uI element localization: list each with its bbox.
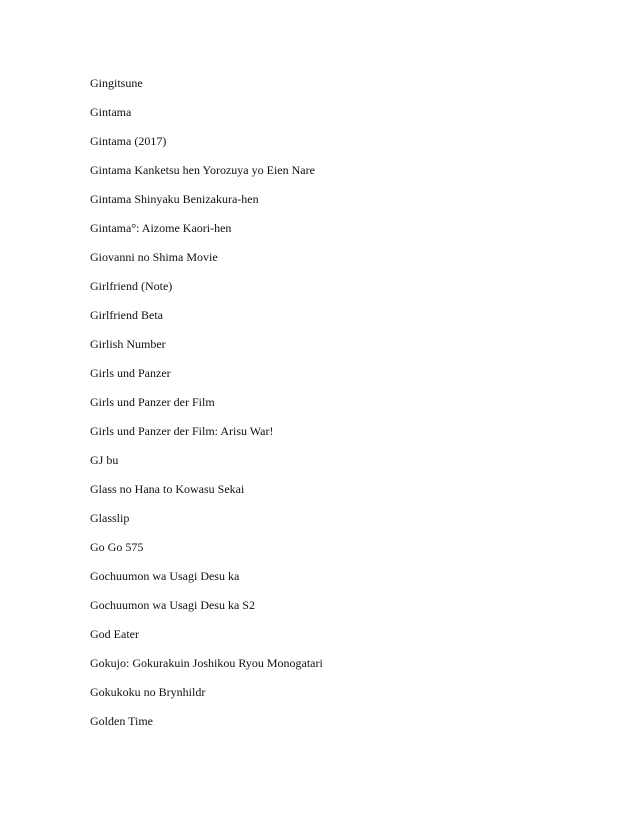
list-item: Girls und Panzer <box>90 366 171 380</box>
list-item: Gintama Kanketsu hen Yorozuya yo Eien Nare <box>90 163 315 177</box>
list-item: Gochuumon wa Usagi Desu ka <box>90 569 240 583</box>
list-item: Gintama Shinyaku Benizakura-hen <box>90 192 259 206</box>
list-item: Gokukoku no Brynhildr <box>90 685 206 699</box>
list-item: Go Go 575 <box>90 540 144 554</box>
list-item: Gintama <box>90 105 132 119</box>
list-item: Girlfriend (Note) <box>90 279 173 293</box>
list-item: Glasslip <box>90 511 130 525</box>
list-item: Gintama (2017) <box>90 134 167 148</box>
list-item: Girls und Panzer der Film <box>90 395 215 409</box>
list-item: Girls und Panzer der Film: Arisu War! <box>90 424 274 438</box>
list-item: Girlfriend Beta <box>90 308 163 322</box>
list-item: God Eater <box>90 627 139 641</box>
list-item: Girlish Number <box>90 337 166 351</box>
list-item: Golden Time <box>90 714 154 728</box>
list-item: Gochuumon wa Usagi Desu ka S2 <box>90 598 255 612</box>
list-item: Gintama°: Aizome Kaori-hen <box>90 221 232 235</box>
list-item: GJ bu <box>90 453 119 467</box>
title-list <box>90 76 323 743</box>
list-item: Gokujo: Gokurakuin Joshikou Ryou Monogatari <box>90 656 323 670</box>
list-item: Giovanni no Shima Movie <box>90 250 218 264</box>
list-item: Gingitsune <box>90 76 143 90</box>
list-item: Glass no Hana to Kowasu Sekai <box>90 482 245 496</box>
